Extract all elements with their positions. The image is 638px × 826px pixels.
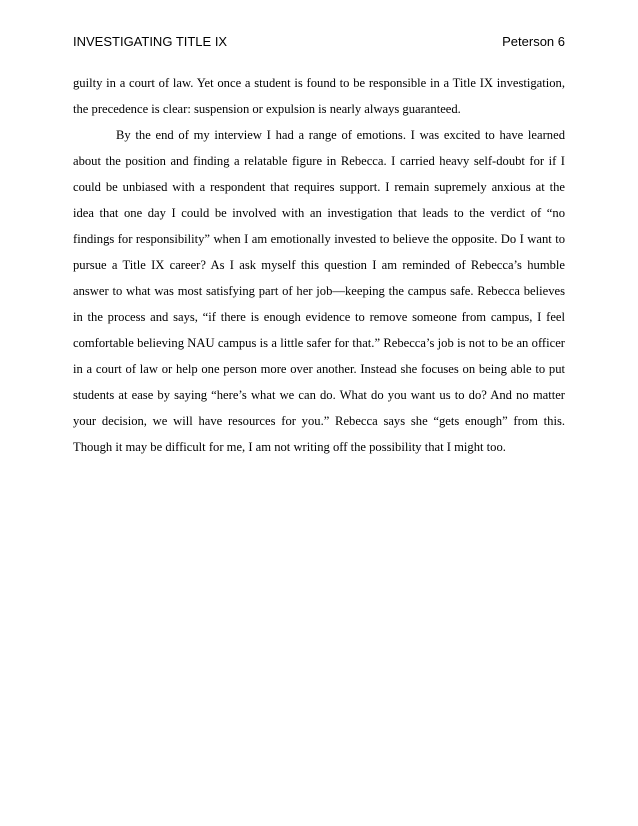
text-line: By the end of my interview I had a range of emotions. I was excited to have learned xyxy=(116,128,565,142)
text-line: students at ease by saying “here’s what we can do. What do you want us to do? And no matter xyxy=(73,388,565,402)
header-title: INVESTIGATING TITLE IX xyxy=(73,34,228,49)
text-line: pursue a Title IX career? As I ask myself this question I am reminded of Rebecca’s humble xyxy=(73,258,565,272)
text-line: could be unbiased with a respondent that requires support. I remain supremely anxious at the xyxy=(73,180,565,194)
text-line: guilty in a court of law. Yet once a student is found to be responsible in a Title IX investigation, xyxy=(73,76,565,90)
header-page-label: Peterson 6 xyxy=(502,34,565,49)
text-line: comfortable believing NAU campus is a little safer for that.” Rebecca’s job is not to be an officer xyxy=(73,336,565,350)
text-line: in a court of law or help one person more over another. Instead she focuses on being able to put xyxy=(73,362,565,376)
running-header xyxy=(73,34,565,54)
text-line: in the process and says, “if there is enough evidence to remove someone from campus, I feel xyxy=(73,310,565,324)
text-line: your decision, we will have resources for you.” Rebecca says she “gets enough” from this. xyxy=(73,414,565,428)
text-line: the precedence is clear: suspension or expulsion is nearly always guaranteed. xyxy=(73,102,461,116)
text-line: about the position and finding a relatable figure in Rebecca. I carried heavy self-doubt for if I xyxy=(73,154,565,168)
text-line: idea that one day I could be involved with an investigation that leads to the verdict of “no xyxy=(73,206,565,220)
text-line: findings for responsibility” when I am emotionally invested to believe the opposite. Do I want to xyxy=(73,232,565,246)
text-line: Though it may be difficult for me, I am not writing off the possibility that I might too. xyxy=(73,440,506,454)
text-line: answer to what was most satisfying part of her job—keeping the campus safe. Rebecca believes xyxy=(73,284,565,298)
body-text xyxy=(73,70,565,460)
